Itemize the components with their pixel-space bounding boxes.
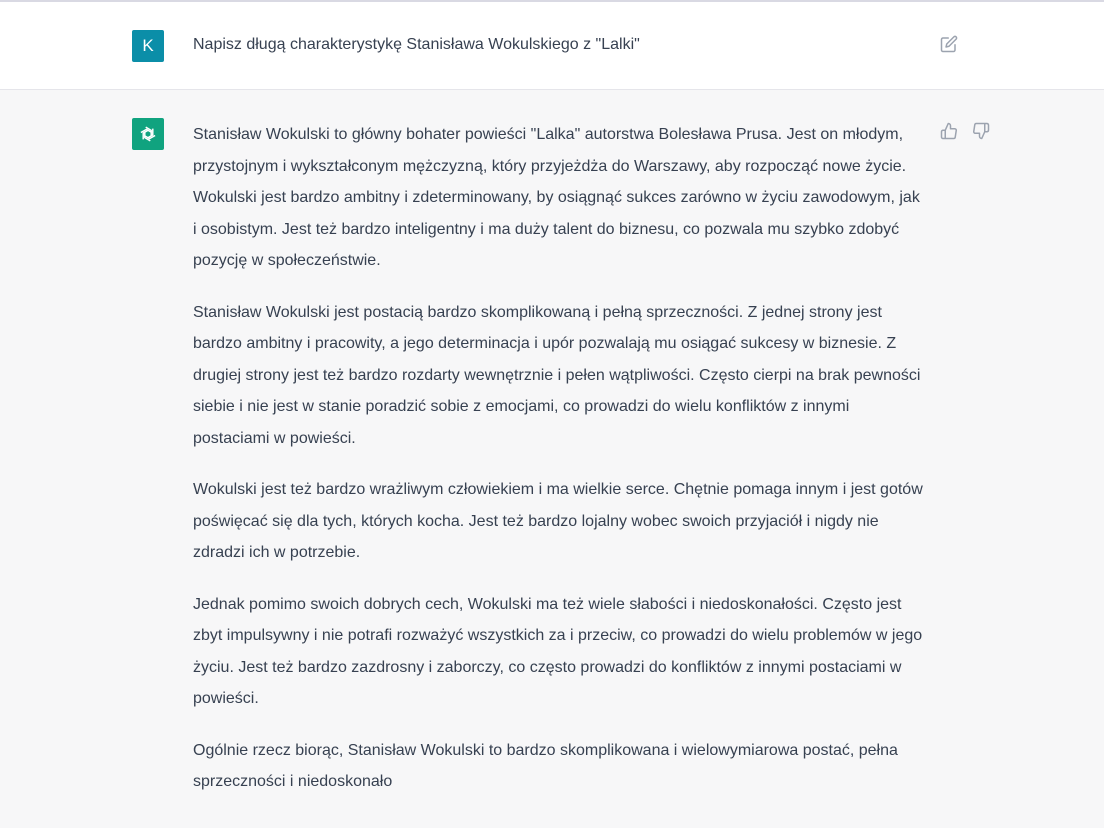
edit-icon[interactable] xyxy=(940,35,958,53)
thumbs-up-icon[interactable] xyxy=(940,122,958,140)
assistant-message-row xyxy=(0,90,1104,828)
paragraph: Wokulski jest też bardzo wrażliwym człowiekiem i ma wielkie serce. Chętnie pomaga innym i jest gotów poświęcać się dla tych, których kocha. Jest też bardzo lojalny wobec swoich przyjaciół i nigdy nie zdradzi ich w potrzebie. xyxy=(193,481,923,561)
paragraph: Jednak pomimo swoich dobrych cech, Wokulski ma też wiele słabości i niedoskonałości. Często jest zbyt impulsywny i nie potrafi rozważyć wszystkich za i przeciw, co prowadzi do wielu problemów w jego życiu. Jest też bardzo zazdrosny i zaborczy, co często prowadzi do konfliktów z innymi postaciami w powieści. xyxy=(193,595,923,707)
user-message-row xyxy=(0,2,1104,90)
paragraph: Stanisław Wokulski to główny bohater powieści "Lalka" autorstwa Bolesława Prusa. Jest on młodym, przystojnym i wykształconym mężczyzną, który przyjeżdża do Warszawy, aby rozpocząć nowe życie. Wokulski jest bardzo ambitny i zdeterminowany, by osiągnąć sukces zarówno w życiu zawodowym, jak i osobistym. Jest też bardzo inteligentny i ma duży talent do biznesu, co pozwala mu szybko zdobyć pozycję w społeczeństwie. xyxy=(193,126,920,269)
user-avatar-letter: K xyxy=(142,36,154,55)
paragraph: Ogólnie rzecz biorąc, Stanisław Wokulski to bardzo skomplikowana i wielowymiarowa postać, pełna sprzeczności i niedoskonało xyxy=(193,741,898,790)
user-avatar xyxy=(132,30,164,62)
assistant-avatar xyxy=(132,118,164,150)
assistant-message-text xyxy=(193,119,926,818)
user-message-text: Napisz długą charakterystykę Stanisława Wokulskiego z "Lalki" xyxy=(193,36,640,53)
thumbs-down-icon[interactable] xyxy=(972,122,990,140)
paragraph: Stanisław Wokulski jest postacią bardzo skomplikowaną i pełną sprzeczności. Z jednej strony jest bardzo ambitny i pracowity, a jego determinacja i upór pozwalają mu osiągać sukcesy w biznesie. Z drugiej strony jest też bardzo rozdarty wewnętrznie i pełen wątpliwości. Często cierpi na brak pewności siebie i nie jest w stanie poradzić sobie z emocjami, co prowadzi do wielu konfliktów z innymi postaciami w powieści. xyxy=(193,303,921,447)
openai-logo-icon xyxy=(137,123,159,145)
